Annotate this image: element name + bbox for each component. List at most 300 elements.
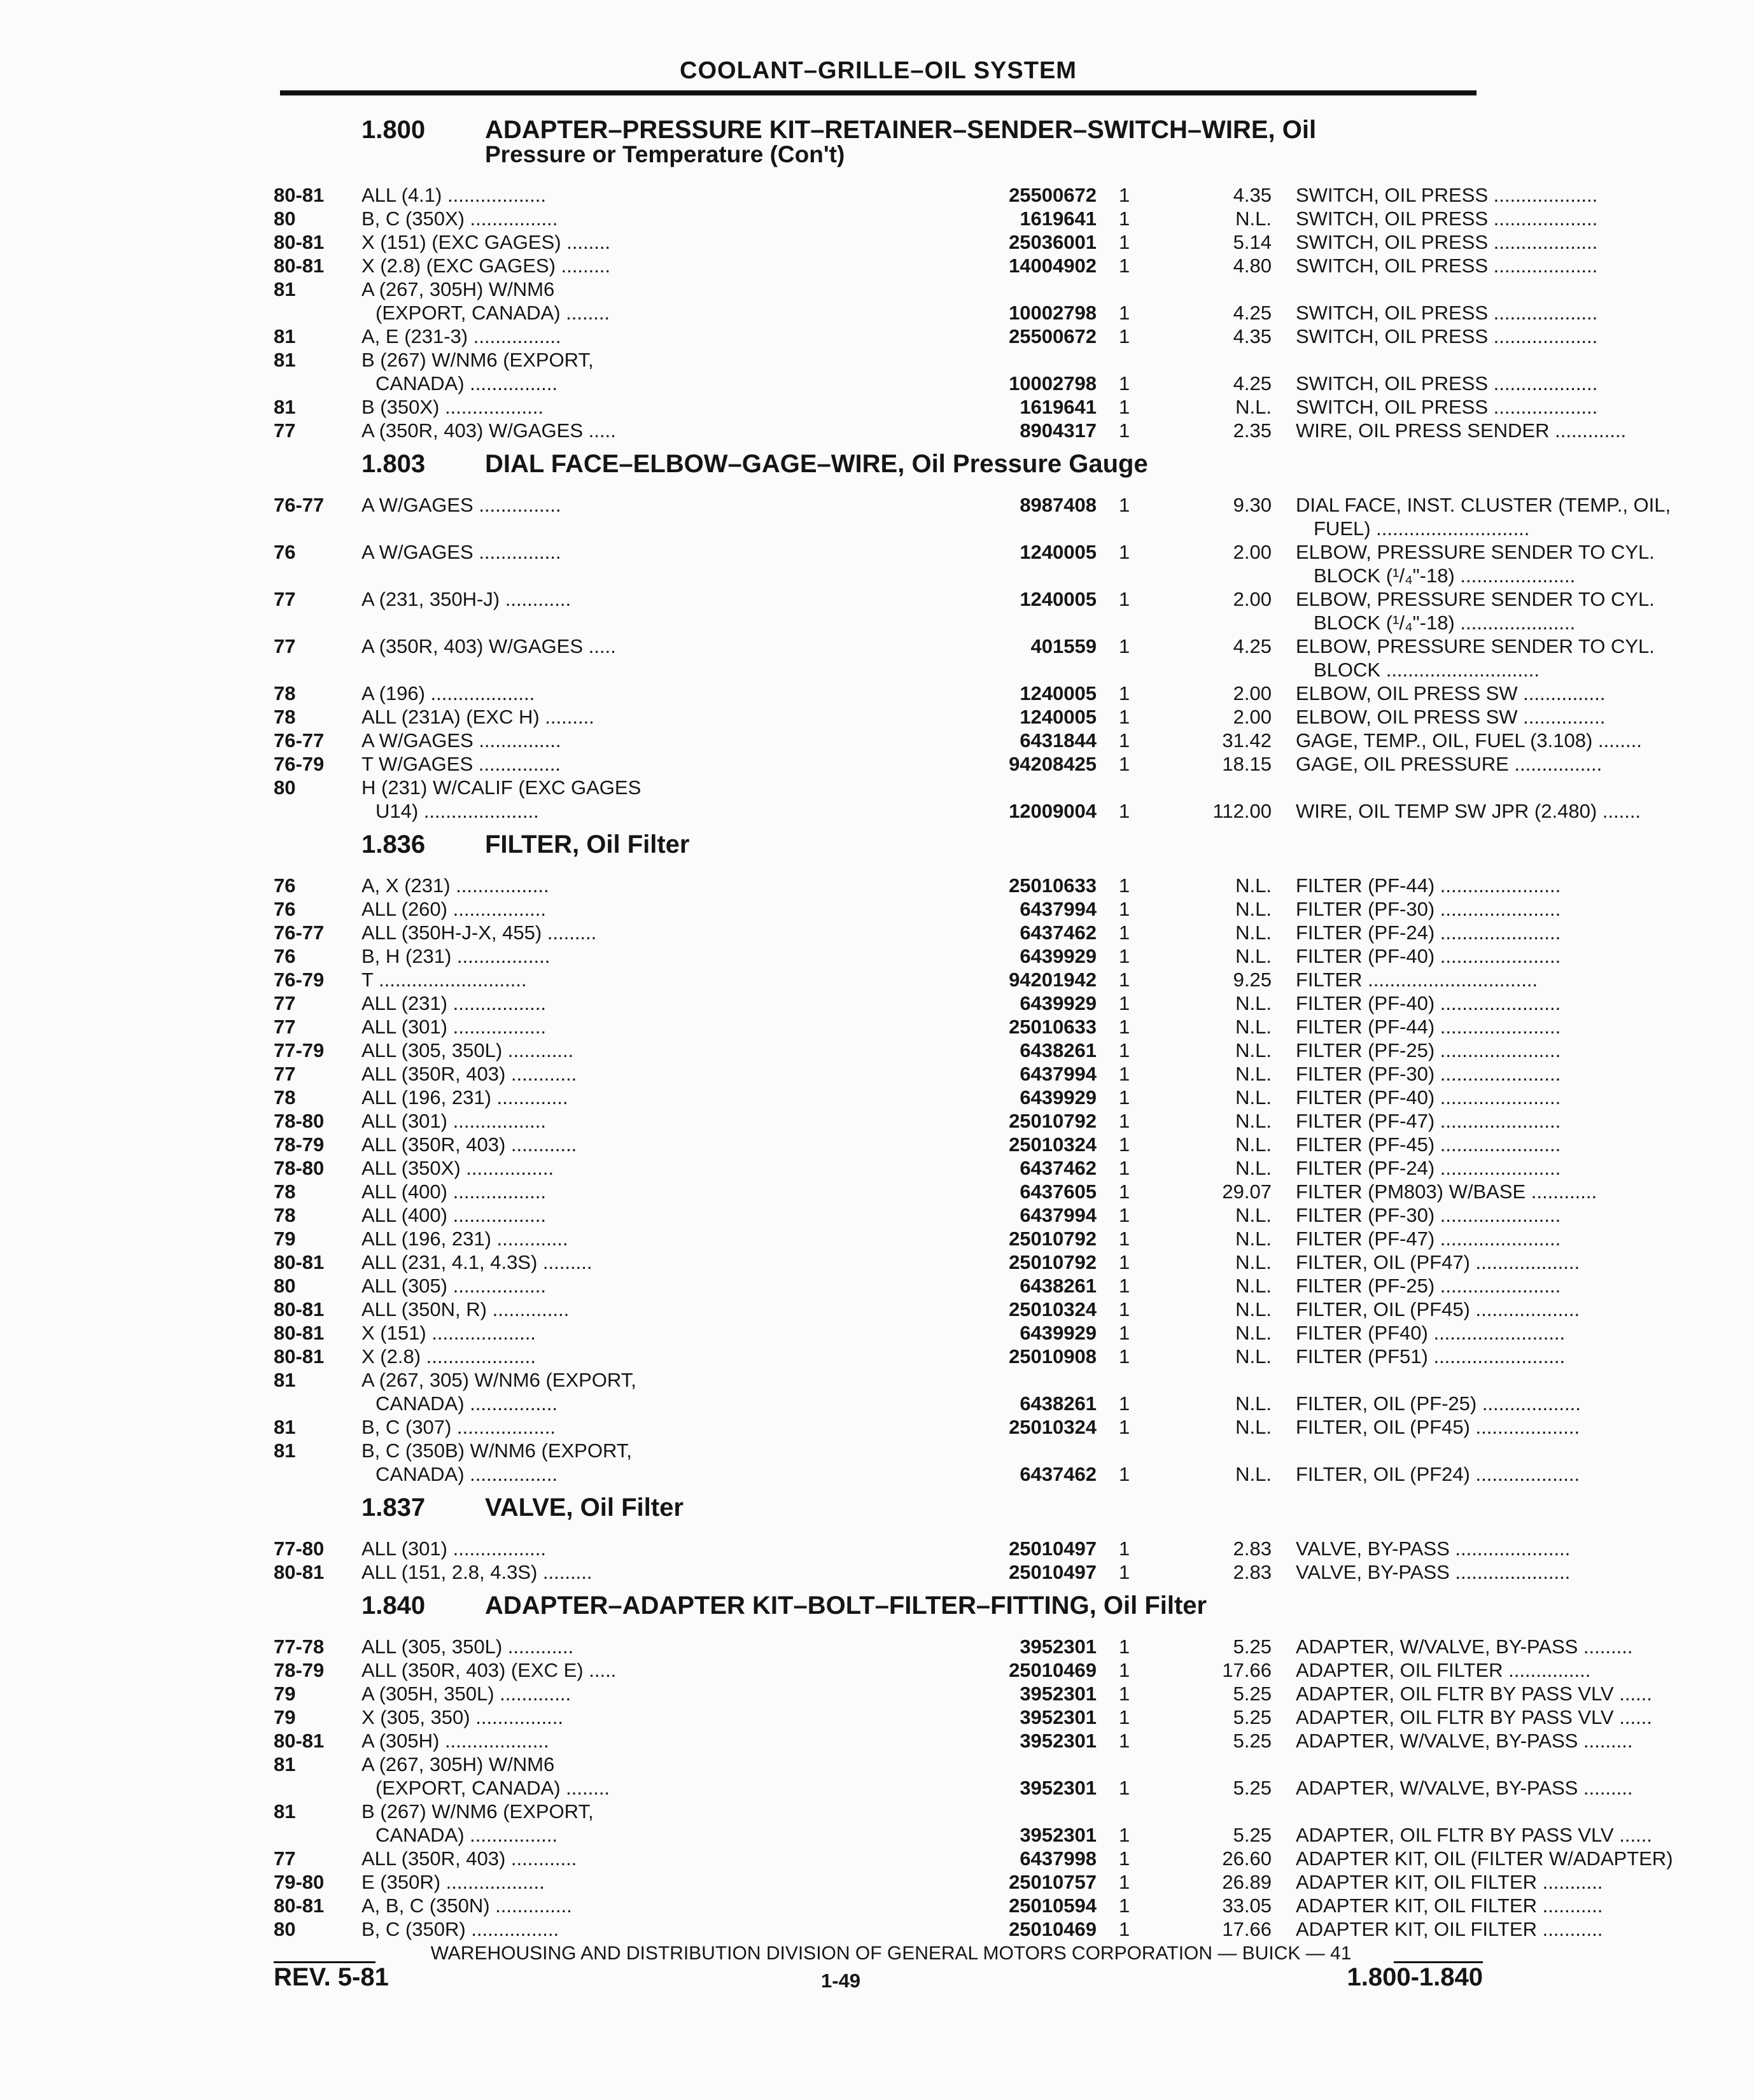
quantity: 1 (1119, 706, 1130, 728)
price: N.L. (1235, 945, 1272, 967)
part-row (274, 634, 1655, 658)
quantity: 1 (1119, 1537, 1130, 1560)
part-number: 25010757 (1009, 1871, 1097, 1893)
application: U14) ..................... (375, 800, 539, 822)
part-number: 6437462 (1020, 1157, 1097, 1179)
part-row (274, 1823, 1652, 1847)
part-row (274, 1635, 1633, 1658)
description: SWITCH, OIL PRESS ................... (1296, 231, 1598, 253)
description: ELBOW, OIL PRESS SW ............... (1296, 706, 1606, 728)
part-row (274, 968, 1538, 991)
model-years: 79 (274, 1228, 296, 1250)
application: CANADA) ................ (375, 1824, 558, 1846)
part-number: 6439929 (1020, 992, 1097, 1014)
price: 4.80 (1233, 255, 1272, 277)
model-years: 76 (274, 541, 296, 563)
part-number: 3952301 (1020, 1824, 1097, 1846)
application: X (2.8) .................... (361, 1345, 536, 1368)
application: B (350X) .................. (361, 396, 544, 418)
quantity: 1 (1119, 1918, 1130, 1940)
part-row (274, 493, 1671, 517)
application: ALL (231, 4.1, 4.3S) ......... (361, 1251, 593, 1273)
part-number: 6437994 (1020, 1204, 1097, 1226)
quantity: 1 (1119, 419, 1130, 442)
part-number: 25010324 (1009, 1416, 1097, 1438)
part-row (274, 1133, 1561, 1156)
part-row (274, 1847, 1673, 1870)
application: CANADA) ................ (375, 1463, 558, 1485)
quantity: 1 (1119, 1635, 1130, 1658)
quantity: 1 (1119, 921, 1130, 944)
price: N.L. (1235, 1392, 1272, 1415)
section-header (274, 1490, 1483, 1537)
quantity: 1 (1119, 1298, 1130, 1320)
description: WIRE, OIL TEMP SW JPR (2.480) ....... (1296, 800, 1641, 822)
description: FILTER, OIL (PF24) ................... (1296, 1463, 1580, 1485)
description: FILTER (PF-24) ...................... (1296, 1157, 1561, 1179)
application: B, C (307) .................. (361, 1416, 556, 1438)
parts-rows (274, 183, 1627, 442)
part-number: 1619641 (1020, 396, 1097, 418)
application: ALL (196, 231) ............. (361, 1228, 568, 1250)
application: X (305, 350) ................ (361, 1706, 564, 1728)
quantity: 1 (1119, 255, 1130, 277)
model-years: 78 (274, 706, 296, 728)
quantity: 1 (1119, 898, 1130, 920)
price: 18.15 (1222, 753, 1272, 775)
quantity: 1 (1119, 1894, 1130, 1917)
application: ALL (151, 2.8, 4.3S) ......... (361, 1561, 593, 1583)
part-row (274, 991, 1561, 1015)
part-number: 25500672 (1009, 184, 1097, 206)
part-number: 25010497 (1009, 1561, 1097, 1583)
part-number: 94208425 (1009, 753, 1097, 775)
model-years: 78 (274, 1086, 296, 1109)
section-number: 1.803 (361, 450, 426, 478)
quantity: 1 (1119, 1706, 1130, 1728)
part-row (274, 1392, 1581, 1415)
part-row (274, 1439, 1483, 1462)
model-years: 76 (274, 898, 296, 920)
part-row (274, 1560, 1571, 1584)
description: ELBOW, OIL PRESS SW ............... (1296, 682, 1606, 704)
quantity: 1 (1119, 729, 1130, 752)
section-header (274, 112, 1483, 183)
price: 4.25 (1233, 635, 1272, 657)
quantity: 1 (1119, 874, 1130, 897)
application: (EXPORT, CANADA) ........ (375, 1777, 610, 1799)
price: 112.00 (1212, 800, 1272, 822)
header-rule (280, 90, 1477, 95)
quantity: 1 (1119, 753, 1130, 775)
model-years: 78 (274, 1204, 296, 1226)
model-years: 80-81 (274, 184, 325, 206)
part-number: 3952301 (1020, 1683, 1097, 1705)
part-number: 25010633 (1009, 1016, 1097, 1038)
part-number: 25010497 (1009, 1537, 1097, 1560)
model-years: 78-79 (274, 1659, 325, 1681)
part-row (274, 1415, 1580, 1439)
application: B, C (350B) W/NM6 (EXPORT, (361, 1439, 632, 1462)
part-row (274, 921, 1561, 944)
price: 26.60 (1222, 1847, 1272, 1870)
description: FILTER, OIL (PF-25) .................. (1296, 1392, 1581, 1415)
price: 29.07 (1222, 1180, 1272, 1203)
description: BLOCK ............................ (1314, 659, 1540, 681)
quantity: 1 (1119, 1063, 1130, 1085)
description: FUEL) ............................ (1314, 517, 1530, 540)
application: ALL (350R, 403) ............ (361, 1133, 577, 1156)
part-number: 6439929 (1020, 1086, 1097, 1109)
price: N.L. (1235, 992, 1272, 1014)
part-row (274, 1753, 1483, 1776)
price: 17.66 (1222, 1659, 1272, 1681)
model-years: 76-77 (274, 494, 325, 516)
description: SWITCH, OIL PRESS ................... (1296, 207, 1598, 230)
part-row (274, 183, 1598, 207)
quantity: 1 (1119, 1251, 1130, 1273)
section-header (274, 827, 1483, 874)
application: ALL (301) ................. (361, 1110, 547, 1132)
model-years: 76-79 (274, 969, 325, 991)
quantity: 1 (1119, 969, 1130, 991)
model-years: 81 (274, 1369, 296, 1391)
application: A (350R, 403) W/GAGES ..... (361, 635, 616, 657)
part-number: 25010469 (1009, 1918, 1097, 1940)
description: FILTER ............................... (1296, 969, 1538, 991)
part-row (274, 1298, 1580, 1321)
model-years: 79 (274, 1706, 296, 1728)
part-number: 25010633 (1009, 874, 1097, 897)
model-years: 81 (274, 278, 296, 300)
application: B (267) W/NM6 (EXPORT, (361, 349, 594, 371)
price: N.L. (1235, 1063, 1272, 1085)
description: ADAPTER, OIL FILTER ............... (1296, 1659, 1591, 1681)
application: A (267, 305H) W/NM6 (361, 278, 555, 300)
part-row (274, 1729, 1633, 1753)
application: A, X (231) ................. (361, 874, 549, 897)
description: ADAPTER KIT, OIL FILTER ........... (1296, 1894, 1603, 1917)
quantity: 1 (1119, 1683, 1130, 1705)
price: N.L. (1235, 1416, 1272, 1438)
price: 5.25 (1233, 1824, 1272, 1846)
application: T W/GAGES ............... (361, 753, 561, 775)
quantity: 1 (1119, 1228, 1130, 1250)
description: ELBOW, PRESSURE SENDER TO CYL. (1296, 635, 1655, 657)
description: FILTER (PF-45) ...................... (1296, 1133, 1561, 1156)
part-row (274, 517, 1530, 540)
part-number: 10002798 (1009, 372, 1097, 395)
model-years: 80 (274, 776, 296, 799)
part-number: 1619641 (1020, 207, 1097, 230)
description: ADAPTER, W/VALVE, BY-PASS ......... (1296, 1730, 1633, 1752)
parts-listing (274, 108, 1673, 1941)
part-row (274, 1062, 1561, 1086)
model-years: 77-80 (274, 1537, 325, 1560)
description: FILTER, OIL (PF45) ................... (1296, 1416, 1580, 1438)
model-years: 81 (274, 349, 296, 371)
section-subtitle: Pressure or Temperature (Con't) (485, 141, 845, 167)
quantity: 1 (1119, 945, 1130, 967)
description: FILTER, OIL (PF45) ................... (1296, 1298, 1580, 1320)
part-row (274, 1227, 1561, 1250)
model-years: 80-81 (274, 231, 325, 253)
application: ALL (350X) ................ (361, 1157, 554, 1179)
part-row (274, 1015, 1561, 1039)
model-years: 76 (274, 945, 296, 967)
price: N.L. (1235, 1463, 1272, 1485)
quantity: 1 (1119, 184, 1130, 206)
part-number: 25010324 (1009, 1133, 1097, 1156)
part-number: 6431844 (1020, 729, 1097, 752)
part-number: 6437462 (1020, 1463, 1097, 1485)
application: T ........................... (361, 969, 527, 991)
price: N.L. (1235, 1204, 1272, 1226)
price: N.L. (1235, 396, 1272, 418)
description: VALVE, BY-PASS ..................... (1296, 1561, 1571, 1583)
price: N.L. (1235, 898, 1272, 920)
part-number: 3952301 (1020, 1730, 1097, 1752)
part-number: 25010594 (1009, 1894, 1097, 1917)
price: N.L. (1235, 1345, 1272, 1368)
application: ALL (196, 231) ............. (361, 1086, 568, 1109)
quantity: 1 (1119, 1871, 1130, 1893)
quantity: 1 (1119, 1463, 1130, 1485)
quantity: 1 (1119, 1322, 1130, 1344)
part-row (274, 230, 1598, 254)
quantity: 1 (1119, 302, 1130, 324)
part-number: 25010792 (1009, 1110, 1097, 1132)
model-years: 77 (274, 1063, 296, 1085)
part-number: 25036001 (1009, 231, 1097, 253)
description: SWITCH, OIL PRESS ................... (1296, 302, 1598, 324)
price: 2.35 (1233, 419, 1272, 442)
description: FILTER (PF-40) ...................... (1296, 945, 1561, 967)
part-number: 25010908 (1009, 1345, 1097, 1368)
model-years: 81 (274, 396, 296, 418)
part-number: 6437998 (1020, 1847, 1097, 1870)
part-row (274, 1180, 1597, 1203)
part-number: 6438261 (1020, 1039, 1097, 1061)
application: ALL (400) ................. (361, 1204, 547, 1226)
quantity: 1 (1119, 1824, 1130, 1846)
application: (EXPORT, CANADA) ........ (375, 302, 610, 324)
model-years: 80-81 (274, 1251, 325, 1273)
part-number: 8904317 (1020, 419, 1097, 442)
part-number: 3952301 (1020, 1706, 1097, 1728)
quantity: 1 (1119, 325, 1130, 347)
application: A, E (231-3) ................ (361, 325, 561, 347)
model-years: 80 (274, 207, 296, 230)
quantity: 1 (1119, 1777, 1130, 1799)
model-years: 77 (274, 1847, 296, 1870)
description: FILTER (PF-30) ...................... (1296, 898, 1561, 920)
price: N.L. (1235, 1133, 1272, 1156)
revision-label: REV. 5-81 (274, 1963, 389, 1991)
part-row (274, 1658, 1591, 1682)
application: E (350R) .................. (361, 1871, 545, 1893)
model-years: 79-80 (274, 1871, 325, 1893)
part-row (274, 1345, 1566, 1368)
model-years: 80 (274, 1275, 296, 1297)
description: GAGE, OIL PRESSURE ................ (1296, 753, 1603, 775)
part-number: 12009004 (1009, 800, 1097, 822)
part-row (274, 1250, 1580, 1274)
section-title: FILTER, Oil Filter (485, 830, 690, 858)
part-number: 6439929 (1020, 945, 1097, 967)
price: N.L. (1235, 1322, 1272, 1344)
description: FILTER (PF51) ........................ (1296, 1345, 1566, 1368)
description: ADAPTER KIT, OIL FILTER ........... (1296, 1871, 1603, 1893)
application: ALL (301) ................. (361, 1537, 547, 1560)
price: N.L. (1235, 1275, 1272, 1297)
application: X (2.8) (EXC GAGES) ......... (361, 255, 611, 277)
application: A (231, 350H-J) ............ (361, 588, 572, 610)
part-number: 25010792 (1009, 1228, 1097, 1250)
application: X (151) ................... (361, 1322, 536, 1344)
price: 31.42 (1222, 729, 1272, 752)
model-years: 80-81 (274, 1322, 325, 1344)
price: 5.25 (1233, 1777, 1272, 1799)
footer-text: WAREHOUSING AND DISTRIBUTION DIVISION OF GENERAL MOTORS CORPORATION — BUICK — 41 (430, 1943, 1352, 1964)
model-years: 79 (274, 1683, 296, 1705)
model-years: 78 (274, 1180, 296, 1203)
model-years: 76-79 (274, 753, 325, 775)
quantity: 1 (1119, 541, 1130, 563)
quantity: 1 (1119, 372, 1130, 395)
part-number: 6437994 (1020, 1063, 1097, 1085)
description: FILTER (PF-40) ...................... (1296, 992, 1561, 1014)
application: ALL (305, 350L) ............ (361, 1635, 574, 1658)
part-number: 1240005 (1020, 541, 1097, 563)
description: ADAPTER, OIL FLTR BY PASS VLV ...... (1296, 1824, 1652, 1846)
description: FILTER (PF-44) ...................... (1296, 874, 1561, 897)
price: 4.25 (1233, 372, 1272, 395)
application: A (267, 305H) W/NM6 (361, 1753, 555, 1775)
application: ALL (4.1) .................. (361, 184, 547, 206)
description: WIRE, OIL PRESS SENDER ............. (1296, 419, 1627, 442)
quantity: 1 (1119, 1039, 1130, 1061)
description: FILTER (PF-30) ...................... (1296, 1204, 1561, 1226)
price: 2.83 (1233, 1537, 1272, 1560)
price: N.L. (1235, 874, 1272, 897)
part-row (274, 348, 1483, 372)
quantity: 1 (1119, 992, 1130, 1014)
description: FILTER (PF-47) ...................... (1296, 1228, 1561, 1250)
quantity: 1 (1119, 1847, 1130, 1870)
parts-rows (274, 1537, 1571, 1584)
model-years: 81 (274, 1800, 296, 1823)
price: 2.00 (1233, 541, 1272, 563)
part-row (274, 1537, 1571, 1560)
part-row (274, 776, 1483, 799)
section-number: 1.800 (361, 116, 426, 144)
price: 2.00 (1233, 706, 1272, 728)
part-row (274, 540, 1655, 564)
part-number: 25010469 (1009, 1659, 1097, 1681)
part-row (274, 1894, 1603, 1917)
price: 5.25 (1233, 1683, 1272, 1705)
model-years: 80-81 (274, 1894, 325, 1917)
application: A, B, C (350N) .............. (361, 1894, 572, 1917)
part-row (274, 944, 1561, 968)
model-years: 80-81 (274, 1298, 325, 1320)
model-years: 81 (274, 1416, 296, 1438)
description: SWITCH, OIL PRESS ................... (1296, 372, 1598, 395)
model-years: 78-80 (274, 1157, 325, 1179)
part-number: 1240005 (1020, 682, 1097, 704)
part-row (274, 611, 1576, 634)
application: A (267, 305) W/NM6 (EXPORT, (361, 1369, 636, 1391)
application: A (196) ................... (361, 682, 535, 704)
price: N.L. (1235, 207, 1272, 230)
quantity: 1 (1119, 494, 1130, 516)
part-number: 25500672 (1009, 325, 1097, 347)
description: ADAPTER, OIL FLTR BY PASS VLV ...... (1296, 1706, 1652, 1728)
parts-rows (274, 874, 1597, 1486)
quantity: 1 (1119, 635, 1130, 657)
model-years: 77-79 (274, 1039, 325, 1061)
application: X (151) (EXC GAGES) ........ (361, 231, 611, 253)
part-number: 6437462 (1020, 921, 1097, 944)
price: N.L. (1235, 1110, 1272, 1132)
description: SWITCH, OIL PRESS ................... (1296, 255, 1598, 277)
model-years: 80-81 (274, 1561, 325, 1583)
model-years: 77-78 (274, 1635, 325, 1658)
description: ADAPTER, OIL FLTR BY PASS VLV ...... (1296, 1683, 1652, 1705)
model-years: 78-80 (274, 1110, 325, 1132)
application: B, C (350X) ................ (361, 207, 558, 230)
part-row (274, 564, 1576, 587)
section-title: ADAPTER–PRESSURE KIT–RETAINER–SENDER–SWITCH–WIRE, Oil (485, 116, 1317, 144)
part-row (274, 301, 1598, 325)
application: CANADA) ................ (375, 1392, 558, 1415)
part-row (274, 1368, 1483, 1392)
part-row (274, 1776, 1633, 1800)
section-number: 1.836 (361, 830, 426, 858)
application: ALL (400) ................. (361, 1180, 547, 1203)
price: N.L. (1235, 1016, 1272, 1038)
description: BLOCK (¹/₄"-18) ..................... (1314, 564, 1576, 587)
section-header (274, 446, 1483, 493)
section-number: 1.840 (361, 1592, 426, 1620)
part-row (274, 395, 1598, 419)
part-row (274, 752, 1603, 776)
price: N.L. (1235, 1157, 1272, 1179)
part-row (274, 325, 1598, 348)
part-row (274, 1203, 1561, 1227)
price: N.L. (1235, 921, 1272, 944)
description: DIAL FACE, INST. CLUSTER (TEMP., OIL, (1296, 494, 1671, 516)
model-years: 80-81 (274, 255, 325, 277)
part-number: 6439929 (1020, 1322, 1097, 1344)
model-years: 81 (274, 325, 296, 347)
description: FILTER (PF-24) ...................... (1296, 921, 1561, 944)
part-row (274, 705, 1606, 729)
quantity: 1 (1119, 588, 1130, 610)
description: SWITCH, OIL PRESS ................... (1296, 396, 1598, 418)
quantity: 1 (1119, 1659, 1130, 1681)
model-years: 77 (274, 1016, 296, 1038)
part-row (274, 729, 1642, 752)
part-row (274, 1156, 1561, 1180)
part-number: 25010324 (1009, 1298, 1097, 1320)
part-row (274, 587, 1655, 611)
section-range: 1.800-1.840 (1347, 1963, 1483, 1991)
part-row (274, 419, 1627, 442)
quantity: 1 (1119, 682, 1130, 704)
parts-rows (274, 493, 1671, 823)
